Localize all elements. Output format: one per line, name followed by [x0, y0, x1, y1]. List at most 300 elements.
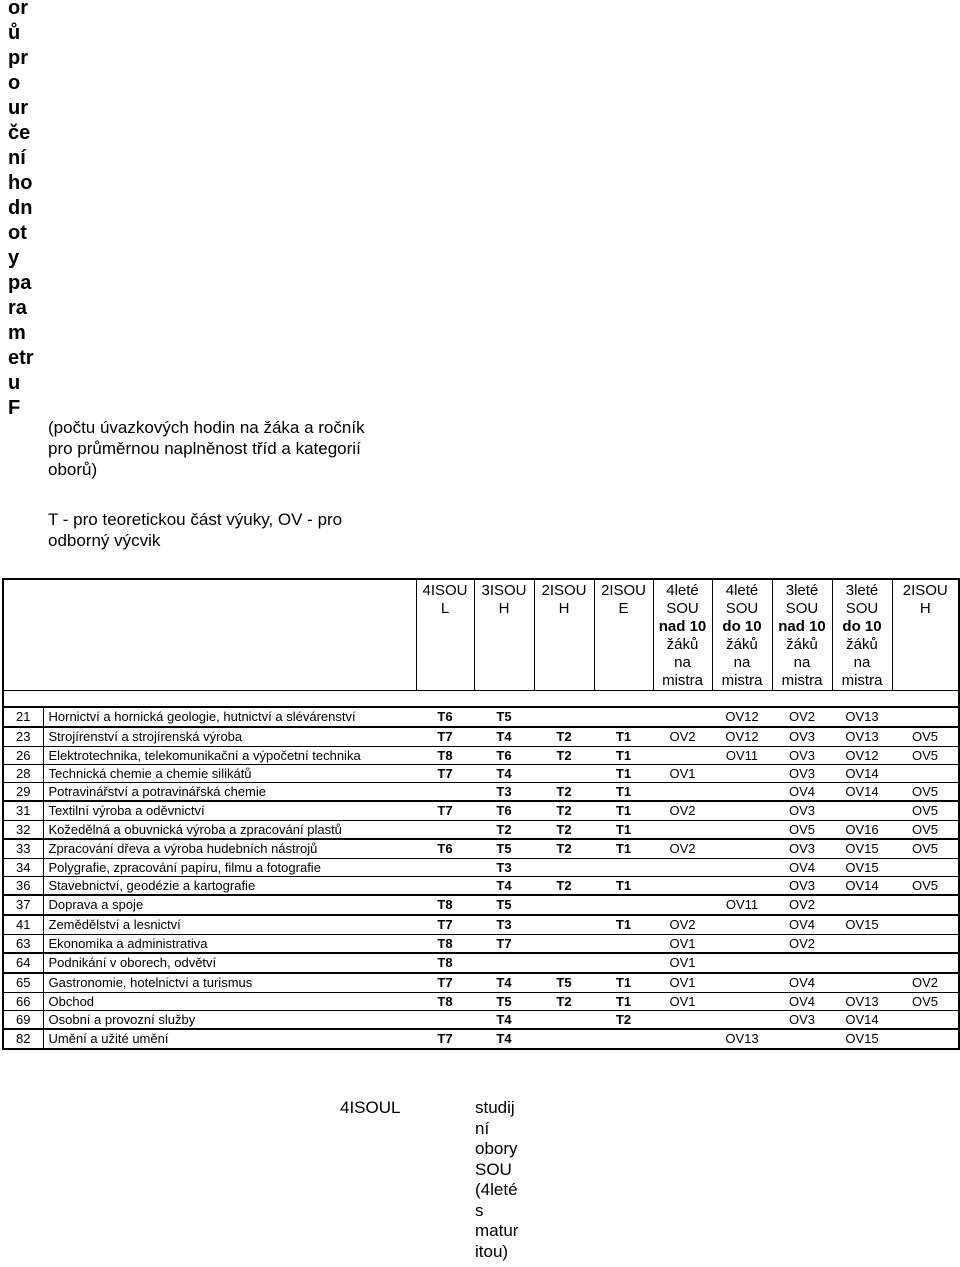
cell-value: T8	[416, 993, 474, 1011]
intro-text	[48, 417, 365, 480]
cell-value: T3	[474, 783, 534, 801]
cell-value: T2	[534, 747, 594, 765]
cell-value: T8	[437, 955, 453, 970]
column-header-line: do 10	[722, 618, 762, 635]
cell-value: T7	[437, 1031, 453, 1046]
cell-value: T4	[474, 1011, 534, 1029]
cell-value: OV13	[832, 993, 892, 1011]
legend-text	[48, 509, 342, 551]
cell-value: OV11	[725, 897, 759, 912]
heading-fragments	[8, 0, 34, 421]
cell-value	[534, 935, 594, 953]
cell-value	[712, 839, 772, 859]
cell-value: T7	[437, 975, 453, 991]
row-group	[3, 953, 959, 973]
cell-value	[892, 1029, 959, 1049]
cell-value	[653, 895, 712, 915]
heading-fragment: u	[8, 372, 21, 394]
column-header-line: 2ISOU	[600, 582, 646, 599]
field-code: 65	[3, 973, 43, 993]
cell-value: T4	[474, 765, 534, 783]
field-code: 31	[3, 801, 43, 821]
cell-value: OV1	[669, 955, 696, 970]
cell-value: T7	[416, 765, 474, 783]
cell-value: OV2	[669, 729, 696, 745]
column-header-line: nad 10	[658, 618, 707, 635]
cell-value	[474, 953, 534, 973]
cell-value: OV12	[725, 709, 759, 724]
column-header-line: 2ISOU	[902, 582, 948, 599]
column-header	[653, 579, 712, 691]
cell-value: T4	[496, 1031, 512, 1046]
column-header-line: žáků	[666, 636, 699, 653]
intro-line: pro průměrnou naplněnost tříd a kategorií	[48, 439, 361, 458]
cell-value: OV4	[772, 783, 832, 801]
cell-value: T1	[615, 729, 632, 745]
field-code: 34	[3, 859, 43, 877]
column-header	[534, 579, 594, 691]
column-header-line: 4leté	[725, 582, 759, 599]
cell-value: OV14	[832, 877, 892, 895]
cell-value	[712, 915, 772, 935]
cell-value: OV1	[669, 975, 696, 991]
cell-value: T1	[615, 975, 632, 991]
heading-fragment: ho	[8, 172, 33, 194]
cell-value: T2	[534, 783, 594, 801]
cell-value	[534, 707, 594, 727]
column-header-line: H	[498, 600, 510, 617]
table-row	[3, 935, 959, 953]
cell-value: T3	[474, 859, 534, 877]
table-row	[3, 993, 959, 1011]
cell-value: T8	[416, 935, 474, 953]
cell-value: OV4	[788, 917, 815, 933]
heading-fragment: or	[8, 0, 28, 19]
cell-value: T2	[474, 821, 534, 839]
field-code: 63	[3, 935, 43, 953]
cell-value	[534, 1011, 594, 1029]
table-row	[3, 953, 959, 973]
cell-value: OV2	[669, 803, 696, 819]
footer-description-line: SOU	[475, 1159, 512, 1179]
column-header-line: nad 10	[778, 618, 826, 635]
column-header-line: mistra	[781, 672, 823, 689]
cell-value: OV14	[832, 765, 892, 783]
cell-value: OV14	[832, 1011, 892, 1029]
cell-value: T2	[534, 821, 594, 839]
footer-code: 4ISOUL	[340, 1098, 401, 1117]
field-code: 64	[3, 953, 43, 973]
cell-value: OV13	[845, 729, 879, 745]
row-group	[3, 839, 959, 895]
cell-value	[832, 935, 892, 953]
row-group	[3, 973, 959, 1029]
cell-value	[772, 1029, 832, 1049]
cell-value	[653, 783, 712, 801]
table-row	[3, 727, 959, 747]
column-header-line: mistra	[841, 672, 883, 689]
cell-value	[892, 859, 959, 877]
cell-value: OV2	[669, 841, 696, 857]
cell-value: OV2	[669, 917, 696, 933]
field-code: 21	[3, 707, 43, 727]
header-row	[3, 579, 959, 691]
field-name: Stavebnictví, geodézie a kartografie	[43, 877, 416, 895]
column-header-line: mistra	[721, 672, 763, 689]
column-header	[712, 579, 772, 691]
field-name: Osobní a provozní služby	[43, 1011, 416, 1029]
cell-value	[416, 877, 474, 895]
cell-value	[653, 859, 712, 877]
column-header	[832, 579, 892, 691]
column-header-line: SOU	[666, 600, 699, 617]
intro-line: (počtu úvazkových hodin na žáka a ročník	[48, 418, 365, 437]
cell-value: OV5	[772, 821, 832, 839]
row-group	[3, 895, 959, 915]
field-name: Potravinářství a potravinářská chemie	[43, 783, 416, 801]
cell-value: OV3	[788, 841, 815, 857]
cell-value: T4	[496, 975, 512, 991]
field-code: 29	[3, 783, 43, 801]
cell-value: T2	[534, 877, 594, 895]
cell-value	[712, 877, 772, 895]
row-group	[3, 707, 959, 727]
footer-description-line: (4leté	[475, 1180, 518, 1199]
cell-value: OV13	[725, 1031, 759, 1046]
cell-value: T7	[437, 729, 453, 745]
cell-value: T7	[437, 917, 453, 933]
cell-value	[832, 895, 892, 915]
cell-value	[712, 973, 772, 993]
cell-value: T2	[556, 803, 572, 819]
column-header-line: 4leté	[666, 582, 699, 599]
cell-value: T1	[594, 993, 653, 1011]
heading-fragment: y	[8, 247, 20, 269]
cell-value	[416, 783, 474, 801]
column-header	[594, 579, 653, 691]
table-row	[3, 859, 959, 877]
cell-value	[892, 915, 959, 935]
field-code: 33	[3, 839, 43, 859]
cell-value	[832, 973, 892, 993]
footer-description-line: studij	[475, 1098, 515, 1117]
cell-value	[712, 1011, 772, 1029]
cell-value: OV3	[788, 729, 815, 745]
cell-value: OV5	[892, 747, 959, 765]
cell-value	[534, 915, 594, 935]
cell-value	[712, 953, 772, 973]
column-header-line: SOU	[845, 600, 879, 617]
header-corner-cell	[3, 579, 416, 691]
cell-value: OV3	[772, 877, 832, 895]
column-header-line: 3leté	[845, 582, 879, 599]
heading-fragment: ur	[8, 97, 28, 119]
cell-value	[892, 953, 959, 973]
cell-value: T6	[437, 841, 453, 857]
field-code: 28	[3, 765, 43, 783]
column-header-line: na	[733, 654, 751, 671]
column-header-line: 3leté	[785, 582, 819, 599]
heading-fragment: pa	[8, 272, 32, 294]
column-header	[772, 579, 832, 691]
cell-value: OV3	[772, 1011, 832, 1029]
row-group	[3, 727, 959, 801]
cell-value: OV2	[911, 975, 938, 991]
column-header-line: L	[440, 600, 450, 617]
heading-fragment: pr	[8, 47, 28, 69]
field-name: Kožedělná a obuvnická výroba a zpracování plastů	[43, 821, 416, 839]
cell-value	[892, 935, 959, 953]
cell-value	[712, 801, 772, 821]
cell-value	[594, 1029, 653, 1049]
field-name: Obchod	[43, 993, 416, 1011]
footer-description-line: obory	[475, 1139, 518, 1158]
column-header	[416, 579, 474, 691]
table-row	[3, 783, 959, 801]
parameter-table	[2, 578, 960, 1050]
field-name: Ekonomika a administrativa	[43, 935, 416, 953]
table-row	[3, 973, 959, 993]
cell-value: T8	[437, 897, 453, 912]
cell-value: T7	[437, 803, 453, 819]
intro-line: oborů)	[48, 460, 98, 479]
row-group	[3, 801, 959, 839]
column-header-line: SOU	[725, 600, 759, 617]
footer-description-line: ní	[475, 1118, 490, 1138]
heading-fragment: ů	[8, 22, 21, 44]
heading-fragment: ní	[8, 147, 26, 169]
header-spacer	[3, 691, 959, 707]
cell-value	[892, 1011, 959, 1029]
cell-value	[892, 707, 959, 727]
column-header-line: H	[919, 600, 931, 617]
cell-value	[594, 895, 653, 915]
heading-fragment: če	[8, 122, 31, 144]
cell-value: T1	[594, 821, 653, 839]
cell-value: T6	[474, 747, 534, 765]
cell-value: OV5	[892, 783, 959, 801]
cell-value	[653, 1011, 712, 1029]
column-header-line: žáků	[726, 636, 758, 653]
cell-value: OV2	[788, 709, 815, 724]
cell-value	[712, 765, 772, 783]
table-row	[3, 877, 959, 895]
cell-value: OV2	[788, 897, 815, 912]
cell-value: T3	[496, 917, 512, 933]
cell-value: OV15	[845, 1031, 879, 1046]
field-name: Elektrotechnika, telekomunikační a výpočetní technika	[43, 747, 416, 765]
table-row	[3, 1029, 959, 1049]
row-group	[3, 1029, 959, 1049]
cell-value	[832, 953, 892, 973]
field-code: 69	[3, 1011, 43, 1029]
cell-value: OV2	[772, 935, 832, 953]
cell-value: OV3	[772, 747, 832, 765]
cell-value	[594, 935, 653, 953]
column-header-line: 2ISOU	[541, 582, 587, 599]
cell-value: T5	[474, 993, 534, 1011]
cell-value	[653, 1029, 712, 1049]
column-header	[474, 579, 534, 691]
cell-value: OV15	[832, 859, 892, 877]
table-row	[3, 1011, 959, 1029]
cell-value: OV11	[712, 747, 772, 765]
cell-value: T5	[496, 709, 512, 724]
cell-value: OV5	[911, 803, 938, 819]
column-header-line: na	[674, 654, 691, 671]
cell-value	[712, 935, 772, 953]
cell-value: OV5	[892, 877, 959, 895]
cell-value	[653, 821, 712, 839]
cell-value: OV16	[832, 821, 892, 839]
field-name: Polygrafie, zpracování papíru, filmu a fotografie	[43, 859, 416, 877]
cell-value: T5	[496, 897, 512, 912]
cell-value	[416, 1011, 474, 1029]
cell-value	[594, 859, 653, 877]
cell-value: OV15	[845, 917, 879, 933]
cell-value: T8	[416, 747, 474, 765]
field-name: Podnikání v oborech, odvětví	[48, 955, 217, 970]
table-row	[3, 801, 959, 821]
column-header-line: na	[793, 654, 811, 671]
cell-value	[832, 801, 892, 821]
cell-value: T6	[496, 803, 512, 819]
table-row	[3, 707, 959, 727]
cell-value: OV1	[653, 993, 712, 1011]
footer-description-line: matur	[475, 1221, 519, 1240]
cell-value: OV14	[832, 783, 892, 801]
cell-value	[653, 877, 712, 895]
column-header	[892, 579, 959, 691]
footer-description-line: s	[475, 1200, 484, 1220]
field-name: Zemědělství a lesnictví	[48, 917, 181, 933]
cell-value: OV1	[653, 765, 712, 783]
cell-value: T1	[594, 783, 653, 801]
cell-value	[653, 707, 712, 727]
field-code: 66	[3, 993, 43, 1011]
column-header-line: do 10	[842, 618, 882, 635]
cell-value: T1	[594, 877, 653, 895]
cell-value	[712, 821, 772, 839]
cell-value: T6	[437, 709, 453, 724]
footer-description-line: itou)	[475, 1241, 509, 1261]
cell-value: T2	[556, 729, 572, 745]
heading-fragment: ot	[8, 222, 27, 244]
column-header-line: žáků	[786, 636, 818, 653]
cell-value	[712, 783, 772, 801]
table-row	[3, 915, 959, 935]
column-header-line: žáků	[846, 636, 878, 653]
legend-line: T - pro teoretickou část výuky, OV - pro	[48, 510, 343, 529]
column-header-line: E	[618, 600, 629, 617]
cell-value: OV3	[772, 765, 832, 783]
column-header-line: SOU	[785, 600, 819, 617]
column-header-line: na	[853, 654, 871, 671]
field-code: 26	[3, 747, 43, 765]
cell-value: T5	[496, 841, 512, 857]
cell-value	[416, 821, 474, 839]
cell-value	[712, 859, 772, 877]
cell-value	[892, 895, 959, 915]
cell-value: OV12	[725, 729, 759, 745]
cell-value	[534, 765, 594, 783]
cell-value: OV5	[911, 729, 938, 745]
cell-value	[772, 953, 832, 973]
cell-value: T1	[594, 765, 653, 783]
cell-value: OV13	[845, 709, 879, 724]
field-name: Technická chemie a chemie silikátů	[43, 765, 416, 783]
cell-value: OV12	[832, 747, 892, 765]
cell-value: OV3	[788, 803, 815, 819]
cell-value	[594, 707, 653, 727]
column-header-line: 3ISOU	[481, 582, 527, 599]
table-row	[3, 895, 959, 915]
heading-fragment: o	[8, 72, 21, 94]
column-header-line: H	[558, 600, 570, 617]
cell-value	[534, 859, 594, 877]
cell-value: T4	[474, 877, 534, 895]
table-row	[3, 765, 959, 783]
field-code: 36	[3, 877, 43, 895]
cell-value: T1	[615, 841, 632, 857]
field-code: 41	[3, 915, 43, 935]
cell-value	[653, 747, 712, 765]
row-group	[3, 915, 959, 953]
cell-value	[712, 993, 772, 1011]
field-name: Zpracování dřeva a výroba hudebních nástrojů	[48, 841, 318, 857]
cell-value: T7	[474, 935, 534, 953]
cell-value	[594, 953, 653, 973]
heading-fragment: F	[8, 397, 21, 419]
cell-value: T2	[594, 1011, 653, 1029]
field-code: 82	[3, 1029, 43, 1049]
cell-value: OV5	[892, 993, 959, 1011]
cell-value	[892, 765, 959, 783]
heading-fragment: ra	[8, 297, 27, 319]
footer-description	[475, 1098, 518, 1262]
heading-fragment: dn	[8, 197, 33, 219]
table-row	[3, 747, 959, 765]
cell-value: T5	[556, 975, 572, 991]
cell-value: OV4	[788, 975, 815, 991]
field-code: 32	[3, 821, 43, 839]
cell-value	[534, 895, 594, 915]
field-name: Strojírenství a strojírenská výroba	[48, 729, 243, 745]
cell-value: OV4	[772, 859, 832, 877]
table-row	[3, 839, 959, 859]
cell-value: OV15	[845, 841, 879, 857]
cell-value	[416, 859, 474, 877]
field-name: Textilní výroba a oděvnictví	[48, 803, 205, 819]
cell-value: T2	[534, 993, 594, 1011]
cell-value	[534, 1029, 594, 1049]
field-name: Hornictví a hornická geologie, hutnictví a slévárenství	[48, 709, 356, 724]
heading-fragment: m	[8, 322, 26, 344]
column-header-line: mistra	[662, 672, 703, 689]
cell-value: OV1	[653, 935, 712, 953]
field-name: Umění a užité umění	[48, 1031, 169, 1046]
field-code: 23	[3, 727, 43, 747]
field-name: Doprava a spoje	[48, 897, 144, 912]
cell-value: OV5	[911, 841, 938, 857]
field-name: Gastronomie, hotelnictví a turismus	[48, 975, 253, 991]
cell-value	[534, 953, 594, 973]
cell-value: T1	[615, 803, 632, 819]
cell-value: T2	[556, 841, 572, 857]
cell-value: T1	[615, 917, 632, 933]
column-header-line: 4ISOU	[422, 582, 468, 599]
table-row	[3, 821, 959, 839]
